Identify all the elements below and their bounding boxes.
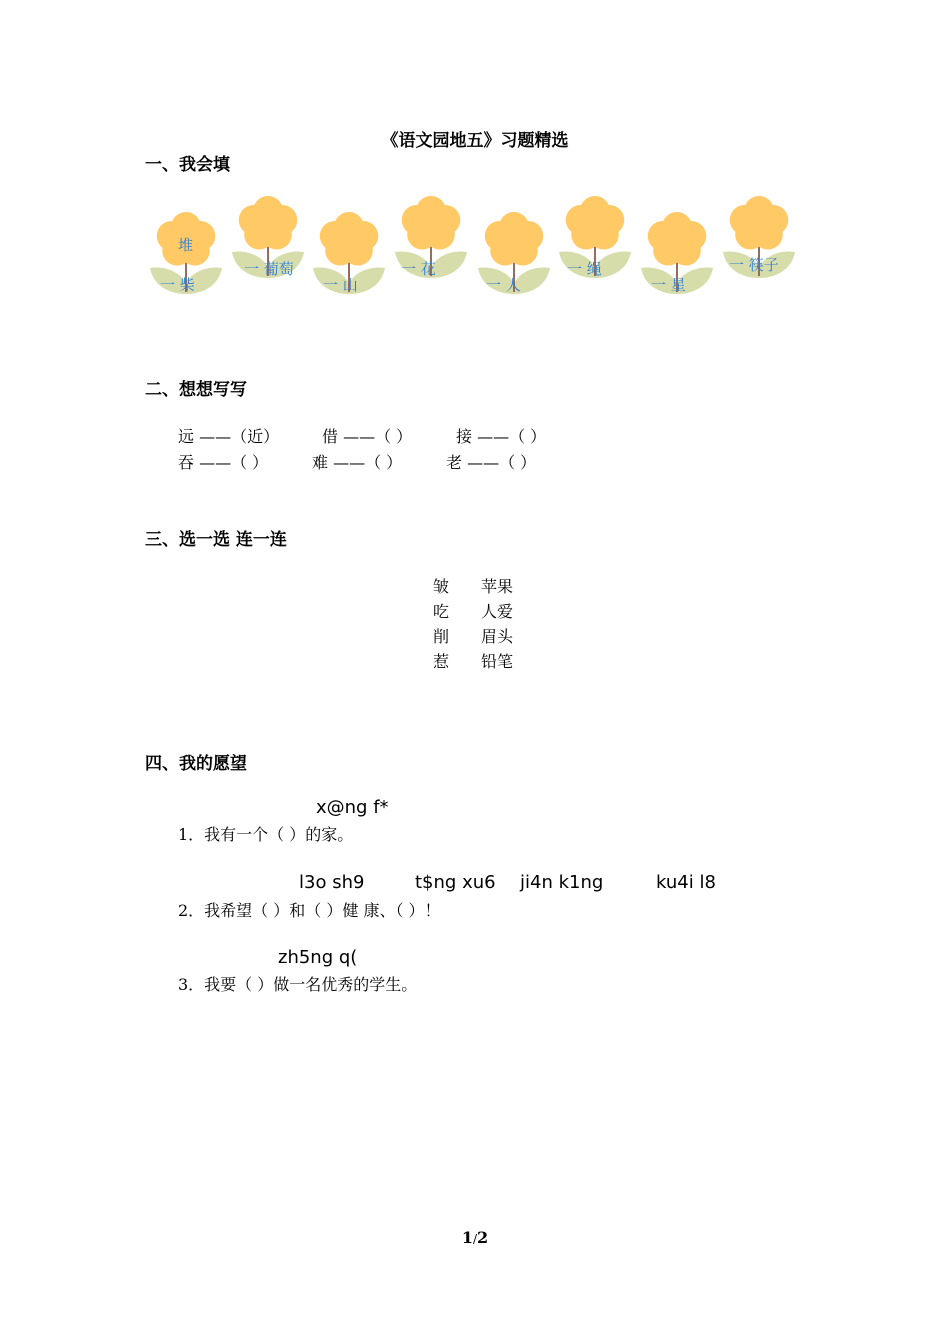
page-current: 1: [461, 1228, 473, 1247]
pinyin-hint: zh5ng q(: [278, 947, 358, 968]
flower-2: [230, 196, 306, 296]
wish-sentence-2: 2．我希望（ ）和（ ）健 康、（ ）！: [178, 901, 441, 920]
antonym-item: 老 ——（ ）: [446, 453, 537, 472]
flower-label-bottom: 一 星: [651, 276, 686, 294]
wish-sentence-3: 3．我要（ ）做一名优秀的学生。: [178, 975, 418, 994]
pinyin-hint: x@ng f*: [316, 797, 389, 818]
flower-label-top: 堆: [178, 236, 194, 254]
page-title: 《语文园地五》习题精选: [381, 131, 569, 151]
section-heading-2: 二、想想写写: [145, 380, 247, 400]
match-right: 眉头: [481, 627, 514, 646]
flower-6: [557, 196, 633, 296]
pinyin-hint: ji4n k1ng: [520, 872, 604, 893]
match-right: 苹果: [481, 577, 514, 596]
wish-sentence-1: 1．我有一个（ ）的家。: [178, 825, 354, 844]
page-separator: /: [472, 1232, 478, 1246]
flower-label-bottom: 一 筷子: [729, 256, 779, 274]
section-heading-4: 四、我的愿望: [145, 754, 247, 774]
flower-center-shape: [333, 224, 365, 256]
pinyin-hint: t$ng xu6: [415, 872, 496, 893]
flower-label-bottom: 一 山: [323, 276, 358, 294]
flower-label-bottom: 一 葡萄: [244, 260, 294, 278]
flower-7: [639, 212, 715, 312]
antonym-item: 借 ——（ ）: [322, 427, 413, 446]
flower-5: [476, 212, 552, 312]
page-number: [0, 1228, 950, 1247]
flower-label-bottom: 一 绳: [567, 260, 602, 278]
flower-1: [148, 212, 224, 312]
flower-8: [721, 196, 797, 296]
flower-center-shape: [498, 224, 530, 256]
flower-label-bottom: 一 柴: [160, 276, 195, 294]
match-left: 惹: [433, 652, 450, 671]
page-total: 2: [477, 1228, 489, 1247]
match-left: 吃: [433, 602, 450, 621]
antonym-item: 远 ——（近）: [178, 427, 280, 446]
section-heading-3: 三、选一选 连一连: [145, 530, 287, 550]
section-heading-1: 一、我会填: [145, 155, 230, 175]
antonym-item: 接 ——（ ）: [456, 427, 547, 446]
flower-label-bottom: 一 人: [486, 276, 521, 294]
flower-center-shape: [661, 224, 693, 256]
pinyin-hint: ku4i l8: [656, 872, 716, 893]
right-leaf-shape: [431, 252, 467, 278]
flower-label-bottom: 一 花: [401, 260, 436, 278]
flower-center-shape: [415, 208, 447, 240]
antonym-item: 难 ——（ ）: [312, 453, 403, 472]
pinyin-hint: l3o sh9: [299, 872, 365, 893]
flower-3: [311, 212, 387, 312]
match-right: 铅笔: [481, 652, 514, 671]
antonym-item: 吞 ——（ ）: [178, 453, 269, 472]
flower-center-shape: [579, 208, 611, 240]
flower-center-shape: [743, 208, 775, 240]
match-left: 削: [433, 627, 450, 646]
match-left: 皱: [433, 577, 450, 596]
flower-4: [393, 196, 469, 296]
flower-center-shape: [252, 208, 284, 240]
match-right: 人爱: [481, 602, 514, 621]
